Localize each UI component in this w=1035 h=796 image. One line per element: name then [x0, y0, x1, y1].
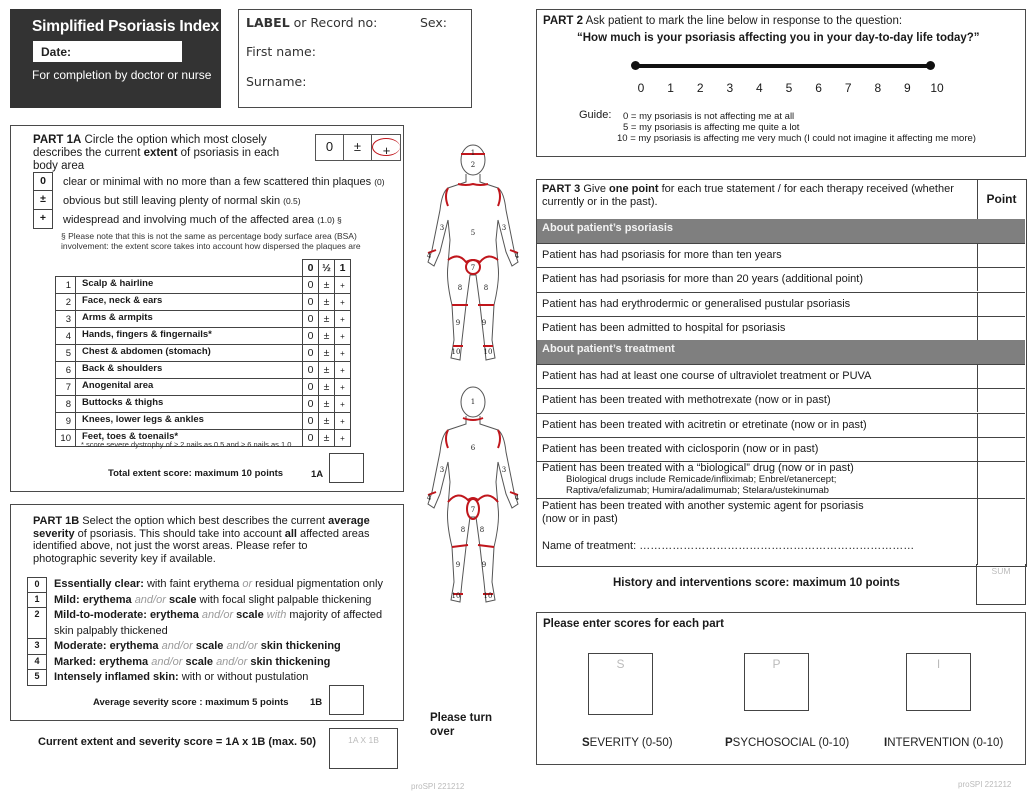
part-3-statement: Patient has had psoriasis for more than ten years [542, 249, 782, 261]
severity-key[interactable]: 5 [27, 670, 47, 686]
option-full[interactable]: + [335, 345, 351, 362]
body-area-label: 7 [470, 506, 476, 514]
area-number: 8 [56, 396, 76, 413]
total-extent-label: Total extent score: maximum 10 points [108, 468, 284, 479]
body-area-label: 2 [470, 161, 476, 169]
area-number: 7 [56, 379, 76, 396]
area-name: Arms & armpits [76, 311, 303, 328]
form-title: Simplified Psoriasis Index [32, 18, 219, 35]
col-header-0: 0 [303, 260, 319, 277]
severity-option [27, 577, 384, 593]
scale-tick: 4 [756, 81, 763, 95]
part-3-statement: Patient has been admitted to hospital for psoriasis [542, 321, 786, 334]
option-full[interactable]: + [335, 328, 351, 345]
option-half[interactable]: ± [319, 430, 335, 447]
point-cell[interactable] [977, 462, 1025, 498]
body-area-label: 9 [455, 319, 461, 327]
combined-score-label: Current extent and severity score = 1A x 1B (max. 50) [38, 736, 317, 748]
footer-code: proSPI 221212 [411, 782, 465, 791]
severity-score-box[interactable]: S [588, 653, 653, 715]
option-full[interactable]: + [335, 396, 351, 413]
area-name: Scalp & hairline [76, 277, 303, 294]
body-area-label: 4 [514, 252, 520, 260]
body-area-label: 3 [439, 224, 445, 232]
body-area-label: 3 [501, 466, 507, 474]
body-area-label: 6 [470, 444, 476, 452]
option-full[interactable]: + [335, 379, 351, 396]
severity-text: Essentially clear: with faint erythema or residual pigmentation only [54, 578, 383, 590]
severity-option [27, 593, 384, 609]
record-no-field[interactable] [246, 15, 377, 30]
area-number: 9 [56, 413, 76, 430]
body-area-label: 8 [457, 284, 463, 292]
scale-tick: 9 [904, 81, 911, 95]
option-0[interactable]: 0 [303, 277, 319, 294]
label-bold: LABEL [246, 15, 290, 30]
body-area-label: 3 [439, 466, 445, 474]
part-3-statement: Patient has had erythrodermic or generalised pustular psoriasis [542, 297, 851, 310]
col-header-1: 1 [335, 260, 351, 277]
intervention-label: INTERVENTION (0-10) [884, 737, 1004, 749]
severity-option [27, 655, 384, 671]
option-half[interactable]: ± [319, 379, 335, 396]
body-area-row [56, 413, 351, 430]
avg-severity-label: Average severity score : maximum 5 points [93, 697, 289, 708]
body-area-label: 4 [514, 494, 520, 502]
body-area-row [56, 345, 351, 362]
severity-key[interactable]: 2 [27, 608, 47, 639]
legend-row [33, 191, 385, 210]
legend-key: 0 [33, 172, 53, 191]
combined-score-box[interactable]: 1A X 1B [329, 728, 398, 769]
body-area-table [55, 259, 351, 447]
footer-code: proSPI 221212 [958, 780, 1012, 789]
severity-key[interactable]: 4 [27, 655, 47, 671]
part-1b-section [10, 504, 404, 721]
option-0[interactable]: 0 [303, 362, 319, 379]
col-header-half: ½ [319, 260, 335, 277]
psychosocial-label: PSYCHOSOCIAL (0-10) [725, 737, 850, 749]
scale-tick: 6 [815, 81, 822, 95]
area-name: Hands, fingers & fingernails* [76, 328, 303, 345]
option-0[interactable]: 0 [303, 413, 319, 430]
bsa-note: § Please note that this is not the same as percentage body surface area (BSA) involvement: the extent score takes into account how dispersed the plaques are [61, 231, 361, 251]
scale-tick: 0 [637, 81, 645, 95]
body-area-label: 1 [470, 149, 476, 157]
severity-options [27, 577, 384, 686]
option-full[interactable]: + [335, 362, 351, 379]
part-3-row [537, 316, 1025, 340]
scale-tick: 10 [930, 81, 944, 95]
scale-tick: 7 [844, 81, 852, 95]
body-area-label: 8 [483, 284, 489, 292]
body-area-label: 8 [460, 526, 466, 534]
guide-line: 10 = my psoriasis is affecting me very much (I could not imagine it affecting me more) [617, 133, 976, 144]
history-sum-box[interactable]: SUM [976, 564, 1026, 605]
option-half[interactable]: ± [319, 413, 335, 430]
guide-line: 0 = my psoriasis is not affecting me at all [623, 111, 795, 122]
body-area-row [56, 362, 351, 379]
part-3-statement: Patient has been treated with ciclosporin (now or in past) [542, 442, 819, 455]
severity-text: Intensely inflamed skin: with or without pustulation [54, 671, 309, 683]
severity-text: Mild: erythema and/or scale with focal slight palpable thickening [54, 593, 372, 606]
part-1a-section [10, 125, 404, 492]
point-cell[interactable] [977, 268, 1025, 291]
extent-legend [33, 172, 385, 229]
body-area-label: 8 [479, 526, 485, 534]
severity-text: Moderate: erythema and/or scale and/or skin thickening [54, 640, 341, 652]
area-name: Feet, toes & toenails* [76, 430, 303, 447]
please-turn-over: Please turn over [430, 712, 492, 738]
example-option-0: 0 [316, 135, 344, 160]
option-0[interactable]: 0 [303, 345, 319, 362]
legend-key: + [33, 210, 53, 229]
score-1a-box[interactable] [329, 453, 364, 483]
front-outline [428, 145, 518, 360]
part-3-row [537, 388, 1025, 412]
part-3-header-row [537, 180, 1025, 219]
guide-line: 5 = my psoriasis is affecting me quite a lot [623, 122, 800, 133]
severity-text: Marked: erythema and/or scale and/or skin thickening [54, 655, 331, 668]
severity-option [27, 608, 384, 639]
impact-scale-line[interactable] [635, 64, 931, 68]
area-name: Face, neck & ears [76, 294, 303, 311]
part-3-row [537, 243, 1025, 267]
severity-key[interactable]: 0 [27, 577, 47, 593]
final-scores-section [536, 612, 1026, 765]
point-cell[interactable] [977, 414, 1025, 437]
area-name: Knees, lower legs & ankles [76, 413, 303, 430]
example-option-full [372, 135, 400, 160]
date-field[interactable]: Date: [33, 41, 182, 62]
body-area-row [56, 379, 351, 396]
severity-text: Mild-to-moderate: erythema and/or scale with majority of affected skin palpably thickened [54, 609, 383, 637]
form-subtitle: For completion by doctor or nurse [32, 68, 212, 82]
part-3-heading: PART 3 Give one point for each true statement / for each therapy received (whether currently or in the past). [542, 183, 954, 208]
section-header: About patient’s psoriasis [537, 219, 1025, 243]
body-area-label: 10 [451, 348, 461, 356]
part-3-row [537, 364, 1025, 388]
scores-heading: Please enter scores for each part [543, 618, 724, 630]
option-0[interactable]: 0 [303, 396, 319, 413]
option-full[interactable]: + [335, 311, 351, 328]
area-name: Anogenital area [76, 379, 303, 396]
option-half[interactable]: ± [319, 294, 335, 311]
body-area-row [56, 277, 351, 294]
surname-field[interactable]: Surname: [246, 74, 307, 89]
area-name: Chest & abdomen (stomach) [76, 345, 303, 362]
severity-key[interactable]: 1 [27, 593, 47, 609]
option-0[interactable]: 0 [303, 311, 319, 328]
area-number: 2 [56, 294, 76, 311]
severity-key[interactable]: 3 [27, 639, 47, 655]
scale-tick: 1 [667, 81, 674, 95]
point-cell[interactable] [977, 317, 1025, 340]
part-3-section [536, 179, 1027, 567]
option-half[interactable]: ± [319, 362, 335, 379]
severity-option [27, 639, 384, 655]
body-area-label: 9 [481, 319, 487, 327]
legend-text: obvious but still leaving plenty of normal skin (0.5) [63, 194, 301, 207]
treatment-name-field[interactable]: Name of treatment: ………………………………………………………………… [542, 540, 915, 552]
severity-label: SEVERITY (0-50) [582, 737, 673, 749]
score-1a-label: 1A [311, 469, 324, 480]
area-number: 4 [56, 328, 76, 345]
part-3-row [537, 437, 1025, 461]
scale-tick: 8 [874, 81, 882, 95]
area-number: 1 [56, 277, 76, 294]
body-area-label: 7 [470, 264, 476, 272]
part-2-heading: PART 2 Ask patient to mark the line below in response to the question: [543, 15, 903, 27]
option-0[interactable]: 0 [303, 379, 319, 396]
part-3-row [537, 413, 1025, 437]
part-1a-heading: PART 1A Circle the option which most closely describes the current extent of psoriasis in each body area [33, 134, 280, 172]
area-number: 5 [56, 345, 76, 362]
part-2-question: “How much is your psoriasis affecting you in your day-to-day life today?” [577, 32, 980, 44]
part-3-row [537, 292, 1025, 316]
area-number: 10 [56, 430, 76, 447]
body-area-label: 1 [470, 398, 476, 406]
point-cell[interactable] [977, 365, 1025, 388]
example-option-half: ± [344, 135, 372, 160]
point-cell[interactable] [977, 244, 1025, 267]
score-1b-box[interactable] [329, 685, 364, 715]
legend-row [33, 172, 385, 191]
option-full[interactable]: + [335, 277, 351, 294]
part-1b-heading: PART 1B Select the option which best describes the current average severity of psoriasis. This should take into account all affected areas identified above, not just the worst areas. Please refer to photographic severity key if available. [33, 515, 370, 565]
part-3-statement: Patient has been treated with another systemic agent for psoriasis (now or in past) [542, 500, 864, 525]
guide-lines [617, 111, 976, 144]
option-0[interactable]: 0 [303, 294, 319, 311]
option-half[interactable]: ± [319, 396, 335, 413]
area-number: 6 [56, 362, 76, 379]
area-name: Back & shoulders [76, 362, 303, 379]
body-area-label: 9 [455, 561, 461, 569]
section-header: About patient’s treatment [537, 340, 1025, 364]
point-cell[interactable] [977, 499, 1025, 565]
example-options [315, 134, 401, 161]
option-full[interactable]: + [335, 430, 351, 447]
option-half[interactable]: ± [319, 345, 335, 362]
scale-tick: 2 [696, 81, 704, 95]
option-half[interactable]: ± [319, 277, 335, 294]
legend-key: ± [33, 191, 53, 210]
body-area-label: 4 [426, 252, 432, 260]
point-cell[interactable] [977, 389, 1025, 412]
part-3-row [537, 498, 1025, 565]
guide-label: Guide: [579, 109, 612, 121]
legend-text: widespread and involving much of the affected area (1.0) § [63, 213, 342, 226]
form-title-block [10, 9, 221, 108]
body-area-label: 10 [451, 592, 461, 600]
body-area-label: 10 [483, 592, 493, 600]
legend-text: clear or minimal with no more than a few scattered thin plaques (0) [63, 175, 385, 188]
option-half[interactable]: ± [319, 328, 335, 345]
legend-row [33, 210, 385, 229]
sex-field[interactable]: Sex: [420, 15, 448, 30]
body-area-label: 10 [483, 348, 493, 356]
option-0[interactable]: 0 [303, 430, 319, 447]
part-3-row [537, 267, 1025, 291]
body-area-label: 4 [426, 494, 432, 502]
part-3-statement: Patient has been treated with methotrexate (now or in past) [542, 394, 831, 407]
body-area-row [56, 328, 351, 345]
nail-footnote: * score severe dystrophy of ≥ 2 nails as 0.5 and ≥ 6 nails as 1.0 [81, 440, 292, 449]
option-0[interactable]: 0 [303, 328, 319, 345]
option-full[interactable]: + [335, 413, 351, 430]
area-number: 3 [56, 311, 76, 328]
body-area-row [56, 396, 351, 413]
point-header: Point [977, 180, 1025, 219]
point-cell[interactable] [977, 293, 1025, 316]
first-name-field[interactable]: First name: [246, 44, 316, 59]
circled-option: + [372, 138, 400, 156]
body-area-label: 3 [501, 224, 507, 232]
part-3-row [537, 461, 1025, 498]
option-full[interactable]: + [335, 294, 351, 311]
part-3-statement: Patient has been treated with a “biological” drug (now or in past) Biological drugs include Remicade/infliximab; Enbrel/etanercept; Raptiva/efalizumab; Humira/adalimumab; Stelara/ustekinumab [542, 462, 854, 496]
option-half[interactable]: ± [319, 311, 335, 328]
psychosocial-score-box[interactable]: P [744, 653, 809, 711]
body-area-label: 5 [470, 229, 476, 237]
area-name: Buttocks & thighs [76, 396, 303, 413]
scale-tick: 3 [726, 81, 734, 95]
body-area-label: 9 [481, 561, 487, 569]
scale-tick: 5 [785, 81, 793, 95]
front-boundaries [428, 154, 518, 346]
severity-option [27, 670, 384, 686]
point-cell[interactable] [977, 438, 1025, 461]
score-1b-label: 1B [310, 697, 323, 708]
body-area-row [56, 294, 351, 311]
body-back-figure [418, 382, 528, 612]
body-area-row [56, 311, 351, 328]
part-3-statement: Patient has been treated with acitretin or etretinate (now or in past) [542, 418, 867, 431]
part-3-statement: Patient has had psoriasis for more than 20 years (additional point) [542, 273, 864, 286]
part-3-statement: Patient has had at least one course of ultraviolet treatment or PUVA [542, 370, 872, 382]
body-front-figure [418, 140, 528, 370]
patient-label-box [238, 9, 472, 108]
record-no-label: or Record no: [289, 15, 378, 30]
part-2-section [536, 9, 1026, 157]
intervention-score-box[interactable]: I [906, 653, 971, 711]
history-score-label: History and interventions score: maximum 10 points [613, 577, 900, 589]
